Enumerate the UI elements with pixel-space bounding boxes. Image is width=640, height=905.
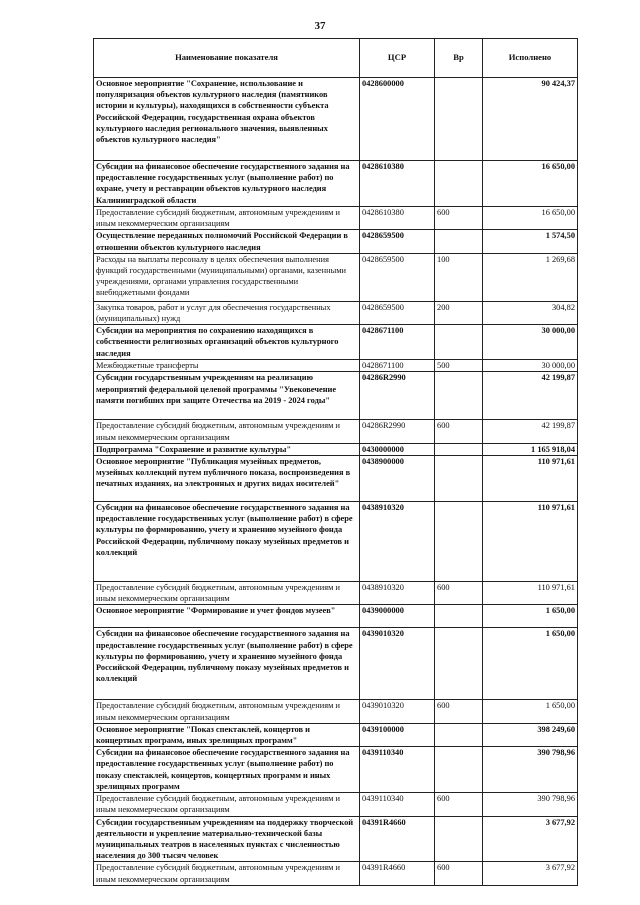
table-row [94, 628, 578, 700]
row-executed: 42 199,87 [483, 372, 578, 420]
row-name: Основное мероприятие "Показ спектаклей, концертов и концертных программ, иных зрелищных программ" [94, 723, 360, 746]
row-vr [435, 456, 483, 502]
row-vr: 200 [435, 301, 483, 324]
row-vr: 600 [435, 582, 483, 605]
row-executed: 110 971,61 [483, 582, 578, 605]
row-csr: 0428659500 [360, 230, 435, 253]
table-row [94, 700, 578, 723]
row-csr: 04391R4660 [360, 862, 435, 885]
row-name: Субсидии государственным учреждениям на поддержку творческой деятельности и укрепление материально-технической базы муниципальных театров в населенных пунктах с численностью населения до 300 тысяч человек [94, 816, 360, 862]
row-name: Осуществление переданных полномочий Российской Федерации в отношении объектов культурного наследия [94, 230, 360, 253]
table-row [94, 747, 578, 793]
row-vr [435, 325, 483, 360]
row-csr: 0428659500 [360, 253, 435, 301]
row-vr: 600 [435, 207, 483, 230]
row-csr: 0438910320 [360, 502, 435, 582]
row-executed: 1 650,00 [483, 628, 578, 700]
row-vr: 600 [435, 862, 483, 885]
row-executed: 30 000,00 [483, 360, 578, 372]
table-row [94, 582, 578, 605]
row-name: Предоставление субсидий бюджетным, автономным учреждениям и иным некоммерческим организациям [94, 700, 360, 723]
row-name: Предоставление субсидий бюджетным, автономным учреждениям и иным некоммерческим организациям [94, 420, 360, 443]
row-executed: 3 677,92 [483, 816, 578, 862]
row-executed: 1 650,00 [483, 605, 578, 628]
row-executed: 1 165 918,04 [483, 443, 578, 455]
row-name: Субсидии на финансовое обеспечение государственного задания на предоставление государственных услуг (выполнение работ) по показу спектаклей, концертов, концертных программ и иных зрелищных программ [94, 747, 360, 793]
row-executed: 42 199,87 [483, 420, 578, 443]
table-row [94, 230, 578, 253]
table-row [94, 793, 578, 816]
row-executed: 110 971,61 [483, 502, 578, 582]
row-csr: 0428659500 [360, 301, 435, 324]
table-row [94, 605, 578, 628]
row-vr: 100 [435, 253, 483, 301]
row-name: Предоставление субсидий бюджетным, автономным учреждениям и иным некоммерческим организациям [94, 793, 360, 816]
row-executed: 398 249,60 [483, 723, 578, 746]
row-vr [435, 502, 483, 582]
row-executed: 30 000,00 [483, 325, 578, 360]
table-row [94, 78, 578, 161]
table-row [94, 253, 578, 301]
row-csr: 0428610380 [360, 207, 435, 230]
table-row [94, 360, 578, 372]
row-name: Предоставление субсидий бюджетным, автономным учреждениям и иным некоммерческим организациям [94, 582, 360, 605]
row-csr: 0428671100 [360, 360, 435, 372]
budget-table [93, 38, 578, 886]
row-vr [435, 372, 483, 420]
row-name: Расходы на выплаты персоналу в целях обеспечения выполнения функций государственными (муниципальными) органами, казенными учреждениями, органами управления государственными внебюджетными фондами [94, 253, 360, 301]
row-csr: 0438900000 [360, 456, 435, 502]
row-vr [435, 605, 483, 628]
row-vr [435, 161, 483, 207]
row-csr: 04286R2990 [360, 372, 435, 420]
table-row [94, 502, 578, 582]
row-vr [435, 230, 483, 253]
row-name: Субсидии на финансовое обеспечение государственного задания на предоставление государственных услуг (выполнение работ) по охране, учету и реставрации объектов культурного наследия Калининградской области [94, 161, 360, 207]
row-executed: 390 798,96 [483, 793, 578, 816]
table-row [94, 301, 578, 324]
row-csr: 0439110340 [360, 793, 435, 816]
header-vr: Вр [435, 39, 483, 78]
row-csr: 0439010320 [360, 628, 435, 700]
header-name: Наименование показателя [94, 39, 360, 78]
row-executed: 90 424,37 [483, 78, 578, 161]
page-number: 37 [314, 20, 326, 32]
row-executed: 1 650,00 [483, 700, 578, 723]
row-name: Основное мероприятие "Сохранение, использование и популяризация объектов культурного наследия (памятников истории и культуры), находящихся в собственности субъекта Российской Федерации, государственная охрана объектов культурного наследия регионального значения, выявленных объектов культурного наследия" [94, 78, 360, 161]
row-vr: 600 [435, 420, 483, 443]
row-csr: 0428600000 [360, 78, 435, 161]
row-executed: 304,82 [483, 301, 578, 324]
row-vr [435, 443, 483, 455]
row-name: Основное мероприятие "Публикация музейных предметов, музейных коллекций путем публичного показа, воспроизведения в печатных изданиях, на электронных и других видах носителей" [94, 456, 360, 502]
row-csr: 0439010320 [360, 700, 435, 723]
row-csr: 0428671100 [360, 325, 435, 360]
row-csr: 0439110340 [360, 747, 435, 793]
row-csr: 0439000000 [360, 605, 435, 628]
table-row [94, 420, 578, 443]
header-csr: ЦСР [360, 39, 435, 78]
row-vr [435, 78, 483, 161]
row-name: Субсидии на финансовое обеспечение государственного задания на предоставление государственных услуг (выполнение работ) в сфере культуры по формированию, учету и хранению музейного фонда Российской Федерации, публичному показу музейных предметов и коллекций [94, 502, 360, 582]
row-vr [435, 723, 483, 746]
row-name: Предоставление субсидий бюджетным, автономным учреждениям и иным некоммерческим организациям [94, 862, 360, 885]
row-name: Основное мероприятие "Формирование и учет фондов музеев" [94, 605, 360, 628]
row-name: Субсидии на мероприятия по сохранению находящихся в собственности религиозных организаций объектов культурного наследия [94, 325, 360, 360]
row-vr [435, 816, 483, 862]
row-name: Субсидии государственным учреждениям на реализацию мероприятий федеральной целевой программы "Увековечение памяти погибших при защите Отечества на 2019 - 2024 годы" [94, 372, 360, 420]
row-executed: 3 677,92 [483, 862, 578, 885]
table-row [94, 456, 578, 502]
row-executed: 1 269,68 [483, 253, 578, 301]
table-row [94, 161, 578, 207]
row-executed: 1 574,50 [483, 230, 578, 253]
table-body [94, 78, 578, 886]
row-name: Закупка товаров, работ и услуг для обеспечения государственных (муниципальных) нужд [94, 301, 360, 324]
table-header-row [94, 39, 578, 78]
table-row [94, 723, 578, 746]
row-csr: 04391R4660 [360, 816, 435, 862]
row-name: Межбюджетные трансферты [94, 360, 360, 372]
table-row [94, 207, 578, 230]
row-csr: 04286R2990 [360, 420, 435, 443]
row-csr: 0439100000 [360, 723, 435, 746]
row-name: Подпрограмма "Сохранение и развитие культуры" [94, 443, 360, 455]
table-row [94, 862, 578, 885]
row-executed: 16 650,00 [483, 161, 578, 207]
row-vr [435, 747, 483, 793]
row-csr: 0430000000 [360, 443, 435, 455]
table-row [94, 443, 578, 455]
row-vr [435, 628, 483, 700]
table-row [94, 816, 578, 862]
row-csr: 0438910320 [360, 582, 435, 605]
row-name: Субсидии на финансовое обеспечение государственного задания на предоставление государственных услуг (выполнение работ) в сфере культуры по формированию, учету и хранению музейного фонда Российской Федерации, публичному показу музейных предметов и коллекций [94, 628, 360, 700]
row-vr: 500 [435, 360, 483, 372]
row-executed: 390 798,96 [483, 747, 578, 793]
table-row [94, 325, 578, 360]
row-executed: 110 971,61 [483, 456, 578, 502]
row-name: Предоставление субсидий бюджетным, автономным учреждениям и иным некоммерческим организациям [94, 207, 360, 230]
table-row [94, 372, 578, 420]
row-csr: 0428610380 [360, 161, 435, 207]
row-vr: 600 [435, 793, 483, 816]
row-executed: 16 650,00 [483, 207, 578, 230]
header-executed: Исполнено [483, 39, 578, 78]
row-vr: 600 [435, 700, 483, 723]
